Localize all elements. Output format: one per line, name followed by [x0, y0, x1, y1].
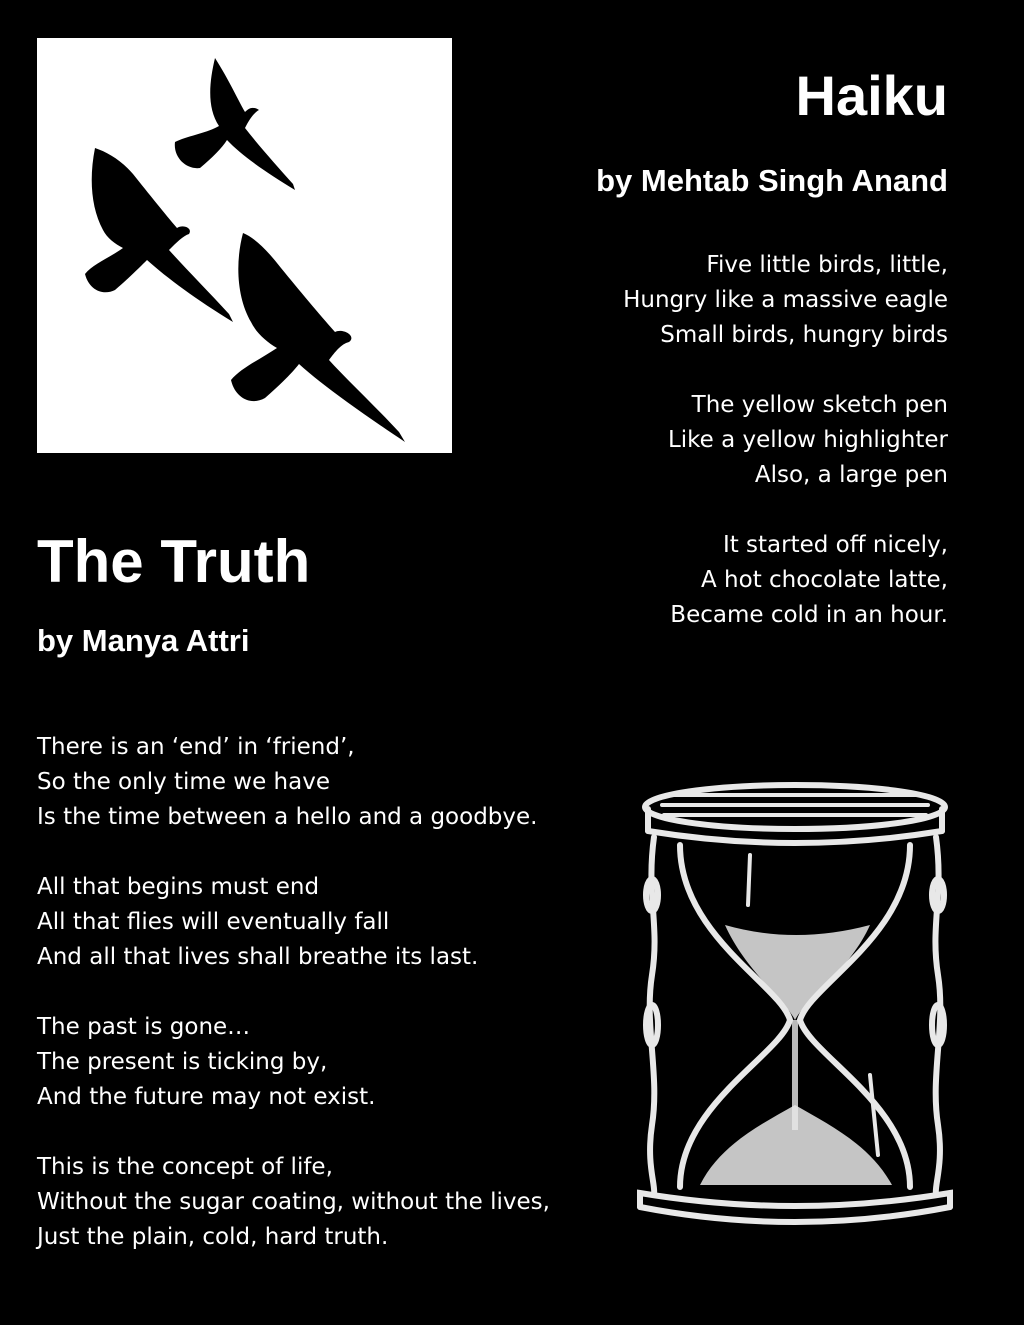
poem-line: It started off nicely, — [722, 532, 948, 558]
poem-line: Became cold in an hour. — [670, 602, 948, 628]
haiku-poem — [508, 248, 948, 633]
poem-line: Is the time between a hello and a goodbye. — [37, 804, 538, 830]
truth-poem — [37, 730, 597, 1255]
poem-line: The yellow sketch pen — [691, 392, 948, 418]
haiku-author: by Mehtab Singh Anand — [596, 163, 948, 198]
poem-line: Without the sugar coating, without the lives, — [37, 1189, 550, 1215]
truth-stanza — [37, 730, 597, 835]
poem-line: All that flies will eventually fall — [37, 909, 390, 935]
haiku-stanza — [508, 388, 948, 493]
poem-line: So the only time we have — [37, 769, 330, 795]
poem-line: This is the concept of life, — [37, 1154, 333, 1180]
hourglass-icon — [630, 775, 960, 1245]
poem-line: Hungry like a massive eagle — [623, 287, 948, 313]
poem-line: Five little birds, little, — [706, 252, 948, 278]
birds-icon — [37, 38, 452, 453]
poem-line: The past is gone… — [37, 1014, 251, 1040]
poem-line: Also, a large pen — [754, 462, 948, 488]
truth-stanza — [37, 870, 597, 975]
poem-line: There is an ‘end’ in ‘friend’, — [37, 734, 355, 760]
truth-stanza — [37, 1010, 597, 1115]
poem-line: And the future may not exist. — [37, 1084, 376, 1110]
truth-author: by Manya Attri — [37, 623, 250, 658]
poem-line: And all that lives shall breathe its last. — [37, 944, 479, 970]
haiku-stanza — [508, 248, 948, 353]
poem-line: A hot chocolate latte, — [701, 567, 948, 593]
poem-line: Small birds, hungry birds — [660, 322, 948, 348]
poem-line: Like a yellow highlighter — [667, 427, 948, 453]
haiku-stanza — [508, 528, 948, 633]
poem-line: The present is ticking by, — [37, 1049, 328, 1075]
haiku-title: Haiku — [795, 64, 948, 127]
birds-illustration — [37, 38, 452, 453]
hourglass-illustration — [630, 775, 960, 1245]
truth-title: The Truth — [37, 528, 311, 595]
truth-stanza — [37, 1150, 597, 1255]
poem-line: Just the plain, cold, hard truth. — [37, 1224, 389, 1250]
poem-line: All that begins must end — [37, 874, 320, 900]
